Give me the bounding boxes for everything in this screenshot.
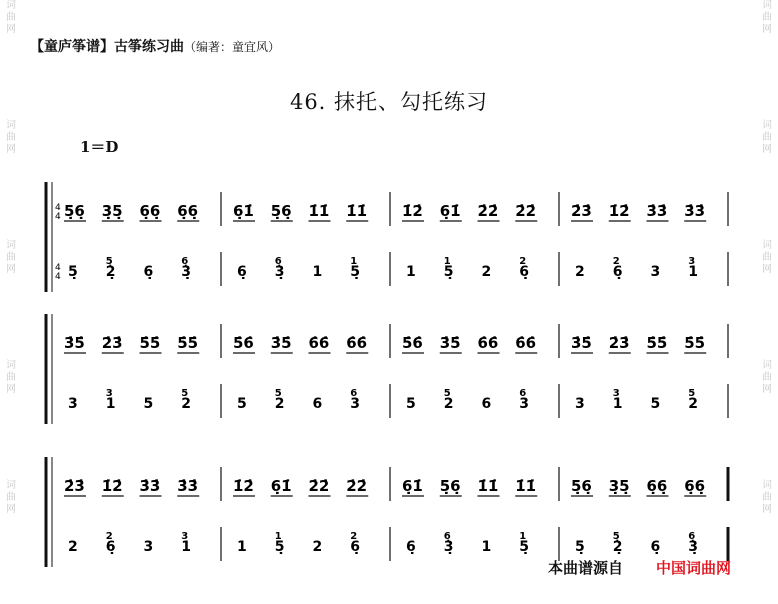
right-hand-notes: 1̇2̇ [402,202,423,220]
right-hand-notes: 6̣6̣ [139,202,161,220]
watermark-char: 词 [6,120,16,131]
right-hand-notes: 6̣1̇ [439,202,461,220]
key-signature: 1＝D [80,138,119,156]
left-hand-note: 3 [650,264,661,280]
watermark-char: 网 [6,144,16,155]
left-hand-upper-note: 5 [688,388,696,399]
right-hand-notes: 1̇1̇ [515,477,537,495]
left-hand-upper-note: 3 [105,388,113,399]
right-hand-notes: 3̇5̇ [64,334,85,352]
left-hand-upper-note: 3 [612,388,620,399]
left-hand-note: 5̣ [350,264,360,280]
left-hand-note: 1 [105,396,116,412]
left-hand-upper-note: 1 [274,531,282,542]
right-hand-notes: 5̇5̇ [177,334,199,352]
left-hand-note: 6̣ [650,539,661,555]
left-hand-upper-note: 2 [612,256,620,267]
right-hand-notes: 2̇2̇ [308,477,330,495]
watermark-char: 网 [6,264,16,275]
left-hand-note: 2 [481,264,492,280]
right-hand-notes: 2̇3̇ [608,334,630,352]
left-hand-note: 5̣ [443,264,454,280]
right-hand-notes: 3̇5̇ [571,334,592,352]
left-hand-upper-note: 5 [181,388,189,399]
left-hand-note: 2̣ [612,539,623,555]
right-hand-notes: 3̣5̣ [608,477,630,495]
watermark-char: 词 [6,480,16,491]
right-hand-notes: 1̇1̇ [308,202,330,220]
right-hand-notes: 2̇2̇ [346,477,368,495]
left-hand-note: 1 [181,539,191,555]
watermark-char: 曲 [762,252,772,263]
piece-title: 46. 抹托、勾托练习 [289,90,489,114]
left-hand-upper-note: 2 [350,531,358,542]
footer-site-link[interactable]: 中国词曲网 [656,559,732,577]
watermark-char: 曲 [6,132,16,143]
left-hand-upper-note: 6 [350,388,358,399]
left-hand-upper-note: 5 [443,388,451,399]
left-hand-note: 2 [274,396,285,412]
left-hand-note: 3 [143,539,154,555]
watermark-char: 词 [6,240,16,251]
left-hand-note: 1 [612,396,623,412]
watermark-char: 词 [762,360,772,371]
right-hand-notes: 6̇6̇ [308,334,330,352]
right-hand-notes: 2̇2̇ [477,202,499,220]
right-hand-notes: 6̇6̇ [515,334,537,352]
time-signature-top: 4 [55,203,61,213]
left-hand-upper-note: 5 [274,388,282,399]
right-hand-notes: 3̇3̇ [177,477,199,495]
left-hand-upper-note: 6̣ [274,256,282,267]
right-hand-notes: 6̇6̇ [346,334,368,352]
left-hand-note: 3̣ [181,264,191,280]
watermark-char: 曲 [6,492,16,503]
right-hand-notes: 2̇3̇ [64,477,85,495]
watermark-char: 曲 [762,372,772,383]
left-hand-note: 5̣ [68,264,78,280]
left-hand-note: 5 [406,396,416,412]
left-hand-note: 6 [312,396,323,412]
watermark-char: 网 [762,384,772,395]
left-hand-note: 1 [406,264,416,280]
right-hand-notes: 2̇3̇ [101,334,123,352]
right-hand-notes: 5̇5̇ [684,334,706,352]
left-hand-note: 1 [481,539,492,555]
right-hand-notes: 6̣1̇ [402,477,423,495]
left-hand-note: 2 [181,396,191,412]
left-hand-upper-note: 2 [519,256,527,267]
right-hand-notes: 5̣6̣ [439,477,461,495]
left-hand-note: 5̣ [519,539,529,555]
left-hand-upper-note: 5̣ [612,531,620,542]
watermark-char: 曲 [6,12,16,23]
left-hand-note: 6 [481,396,492,412]
left-hand-note: 6̣ [237,264,247,280]
watermark-char: 词 [762,120,772,131]
left-hand-upper-note: 6 [519,388,527,399]
left-hand-upper-note: 2 [105,531,113,542]
left-hand-note: 1 [237,539,247,555]
right-hand-notes: 6̣6̣ [177,202,199,220]
time-signature-bottom: 4 [55,212,61,222]
right-hand-notes: 3̇5̇ [270,334,292,352]
right-hand-notes: 2̇3̇ [571,202,592,220]
left-hand-note: 2 [68,539,78,555]
right-hand-notes: 5̣6̣ [270,202,292,220]
left-hand-note: 1 [312,264,323,280]
time-signature-bottom: 4 [55,272,61,282]
right-hand-notes: 1̇2̇ [101,477,123,495]
watermark-char: 网 [762,24,772,35]
right-hand-notes: 3̇5̇ [439,334,461,352]
right-hand-notes: 1̇1̇ [477,477,499,495]
watermark-char: 词 [6,0,16,11]
watermark-char: 网 [762,504,772,515]
watermark-char: 曲 [762,492,772,503]
right-hand-notes: 3̇3̇ [139,477,161,495]
right-hand-notes: 1̇2̇ [233,477,254,495]
left-hand-upper-note: 1 [519,531,527,542]
left-hand-note: 5 [237,396,247,412]
left-hand-upper-note: 5̣ [105,256,113,267]
left-hand-upper-note: 6̣ [688,531,696,542]
right-hand-notes: 5̇5̇ [139,334,161,352]
left-hand-note: 3̣ [274,264,285,280]
left-hand-note: 6̣ [519,264,529,280]
left-hand-upper-note: 1 [350,256,358,267]
watermark-char: 网 [6,504,16,515]
left-hand-note: 2 [312,539,323,555]
right-hand-notes: 6̇6̇ [477,334,499,352]
left-hand-note: 3 [68,396,78,412]
watermark-char: 词 [6,360,16,371]
right-hand-notes: 3̇3̇ [646,202,668,220]
right-hand-notes: 5̣6̣ [571,477,592,495]
left-hand-note: 1 [688,264,698,280]
header-author: （编著：童宜风） [184,40,281,54]
watermark-char: 网 [6,24,16,35]
left-hand-note: 5̣ [575,539,585,555]
watermark-char: 曲 [762,132,772,143]
left-hand-note: 2 [575,264,585,280]
left-hand-upper-note: 1 [443,256,451,267]
header-bracket-title: 【童庐筝谱】 [30,39,114,55]
watermark-char: 词 [762,240,772,251]
left-hand-upper-note: 3 [181,531,189,542]
watermark-char: 网 [762,144,772,155]
watermark-char: 网 [762,264,772,275]
right-hand-notes: 6̣1̇ [233,202,254,220]
watermark-char: 网 [6,384,16,395]
right-hand-notes: 6̣1̇ [270,477,292,495]
right-hand-notes: 6̣6̣ [684,477,706,495]
left-hand-note: 2̣ [105,264,116,280]
time-signature-top: 4 [55,263,61,273]
left-hand-note: 5 [650,396,661,412]
right-hand-notes: 3̇3̇ [684,202,706,220]
watermark-char: 词 [762,0,772,11]
left-hand-note: 3̣ [688,539,698,555]
left-hand-note: 2 [688,396,698,412]
left-hand-note: 5 [143,396,154,412]
left-hand-note: 6̣ [350,539,360,555]
right-hand-notes: 1̇1̇ [346,202,368,220]
left-hand-note: 2 [443,396,454,412]
right-hand-notes: 5̣6̣ [64,202,85,220]
watermark-char: 词 [762,480,772,491]
left-hand-note: 5̣ [274,539,285,555]
left-hand-note: 6̣ [105,539,116,555]
right-hand-notes: 6̣6̣ [646,477,668,495]
watermark-char: 曲 [762,12,772,23]
left-hand-note: 6̣ [143,264,154,280]
left-hand-upper-note: 6̣ [181,256,189,267]
left-hand-note: 3̣ [443,539,454,555]
left-hand-note: 6̣ [612,264,623,280]
left-hand-upper-note: 6̣ [443,531,451,542]
left-hand-note: 3 [575,396,585,412]
right-hand-notes: 1̇2̇ [608,202,630,220]
header-collection: 古筝练习曲 [114,39,184,55]
watermark-char: 曲 [6,252,16,263]
right-hand-notes: 5̇6̇ [233,334,254,352]
left-hand-note: 3 [519,396,529,412]
right-hand-notes: 5̇6̇ [402,334,423,352]
right-hand-notes: 2̇2̇ [515,202,537,220]
footer-source: 本曲谱源自 [548,559,624,577]
watermark-char: 曲 [6,372,16,383]
left-hand-upper-note: 3 [688,256,696,267]
right-hand-notes: 3̣5̣ [101,202,123,220]
left-hand-note: 3 [350,396,360,412]
right-hand-notes: 5̇5̇ [646,334,668,352]
left-hand-note: 6̣ [406,539,416,555]
